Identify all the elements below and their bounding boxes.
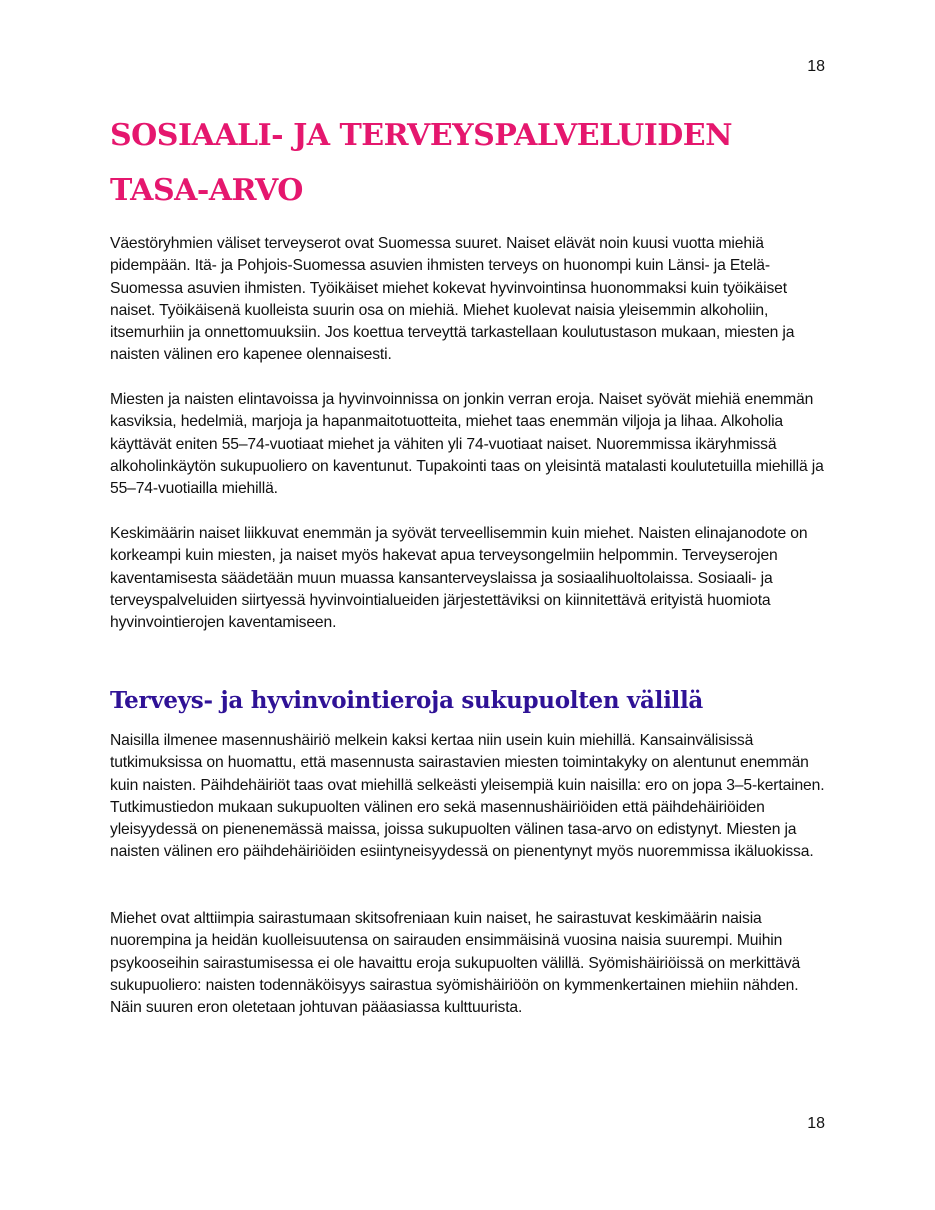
page-number-bottom: 18 [807,1115,825,1132]
paragraph-3: Keskimäärin naiset liikkuvat enemmän ja syövät terveellisemmin kuin miehet. Naisten elinajanodote on korkeampi kuin miesten, ja naiset myös hakevat apua terveysongelmiin helpommin. Terveyserojen kaventamisesta säädetään muun muassa kansanterveyslaissa ja sosiaalihuoltolaissa. Sosiaali- ja terveyspalveluiden siirtyessä hyvinvointialueiden järjestettäviksi on kiinnitettävä erityistä huomiota hyvinvointierojen kaventamiseen. [110,525,808,632]
paragraph-4: Naisilla ilmenee masennushäiriö melkein kaksi kertaa niin usein kuin miehillä. Kansainvälisissä tutkimuksissa on huomattu, että masennusta sairastavien miesten toimintakyky on alentunut enemmän kuin naisten. Päihdehäiriöt taas ovat miehillä selkeästi yleisempiä kuin naisilla: ero on jopa 3–5-kertainen. Tutkimustiedon mukaan sukupuolten välinen ero sekä masennushäiriöiden että päihdehäiriöiden yleisyydessä on pienenemässä maissa, joissa sukupuolten välinen tasa-arvo on edistynyt. Miesten ja naisten välinen ero päihdehäiriöiden esiintyneisyydessä on pienentynyt myös nuoremmissa ikäluokissa. [110,732,825,861]
paragraph-2: Miesten ja naisten elintavoissa ja hyvinvoinnissa on jonkin verran eroja. Naiset syövät miehiä enemmän kasviksia, hedelmiä, marjoja ja hapanmaitotuotteita, miehet taas enemmän viljoja ja lihaa. Alkoholia käyttävät eniten 55–74-vuotiaat miehet ja vähiten yli 74-vuotiaat naiset. Nuoremmissa ikäryhmissä alkoholinkäytön sukupuoliero on kaventunut. Tupakointi taas on yleisintä matalasti koulutetuilla miehillä ja 55–74-vuotiailla miehillä. [110,391,824,498]
paragraph-1: Väestöryhmien väliset terveyserot ovat Suomessa suuret. Naiset elävät noin kuusi vuotta miehiä pidempään. Itä- ja Pohjois-Suomessa asuvien ihmisten terveys on huonompi kuin Länsi- ja Etelä-Suomessa asuvien ihmisten. Työikäiset miehet kokevat hyvinvointinsa huonommaksi kuin työikäiset naiset. Työikäisenä kuolleista suurin osa on miehiä. Miehet kuolevat naisia yleisemmin alkoholiin, itsemurhiin ja onnettomuuksiin. Jos koettua terveyttä tarkastellaan koulutustason mukaan, miesten ja naisten välinen ero kapenee olennaisesti. [110,235,795,364]
section-heading: Terveys- ja hyvinvointieroja sukupuolten välillä [110,687,704,714]
paragraph-5: Miehet ovat alttiimpia sairastumaan skitsofreniaan kuin naiset, he sairastuvat keskimäärin naisia nuorempina ja heidän kuolleisuutensa on sairauden ensimmäisinä vuosina naisia suurempi. Muihin psykooseihin sairastumisessa ei ole havaittu eroja sukupuolten välillä. Syömishäiriöissä on merkittävä sukupuoliero: naisten todennäköisyys sairastua syömishäiriöön on kymmenkertainen miehiin nähden. Näin suuren eron oletetaan johtuvan pääasiassa kulttuurista. [110,910,801,1017]
page-number-top: 18 [807,58,825,75]
page-title: SOSIAALI- JA TERVEYSPALVELUIDEN TASA-ARVO [110,118,733,208]
